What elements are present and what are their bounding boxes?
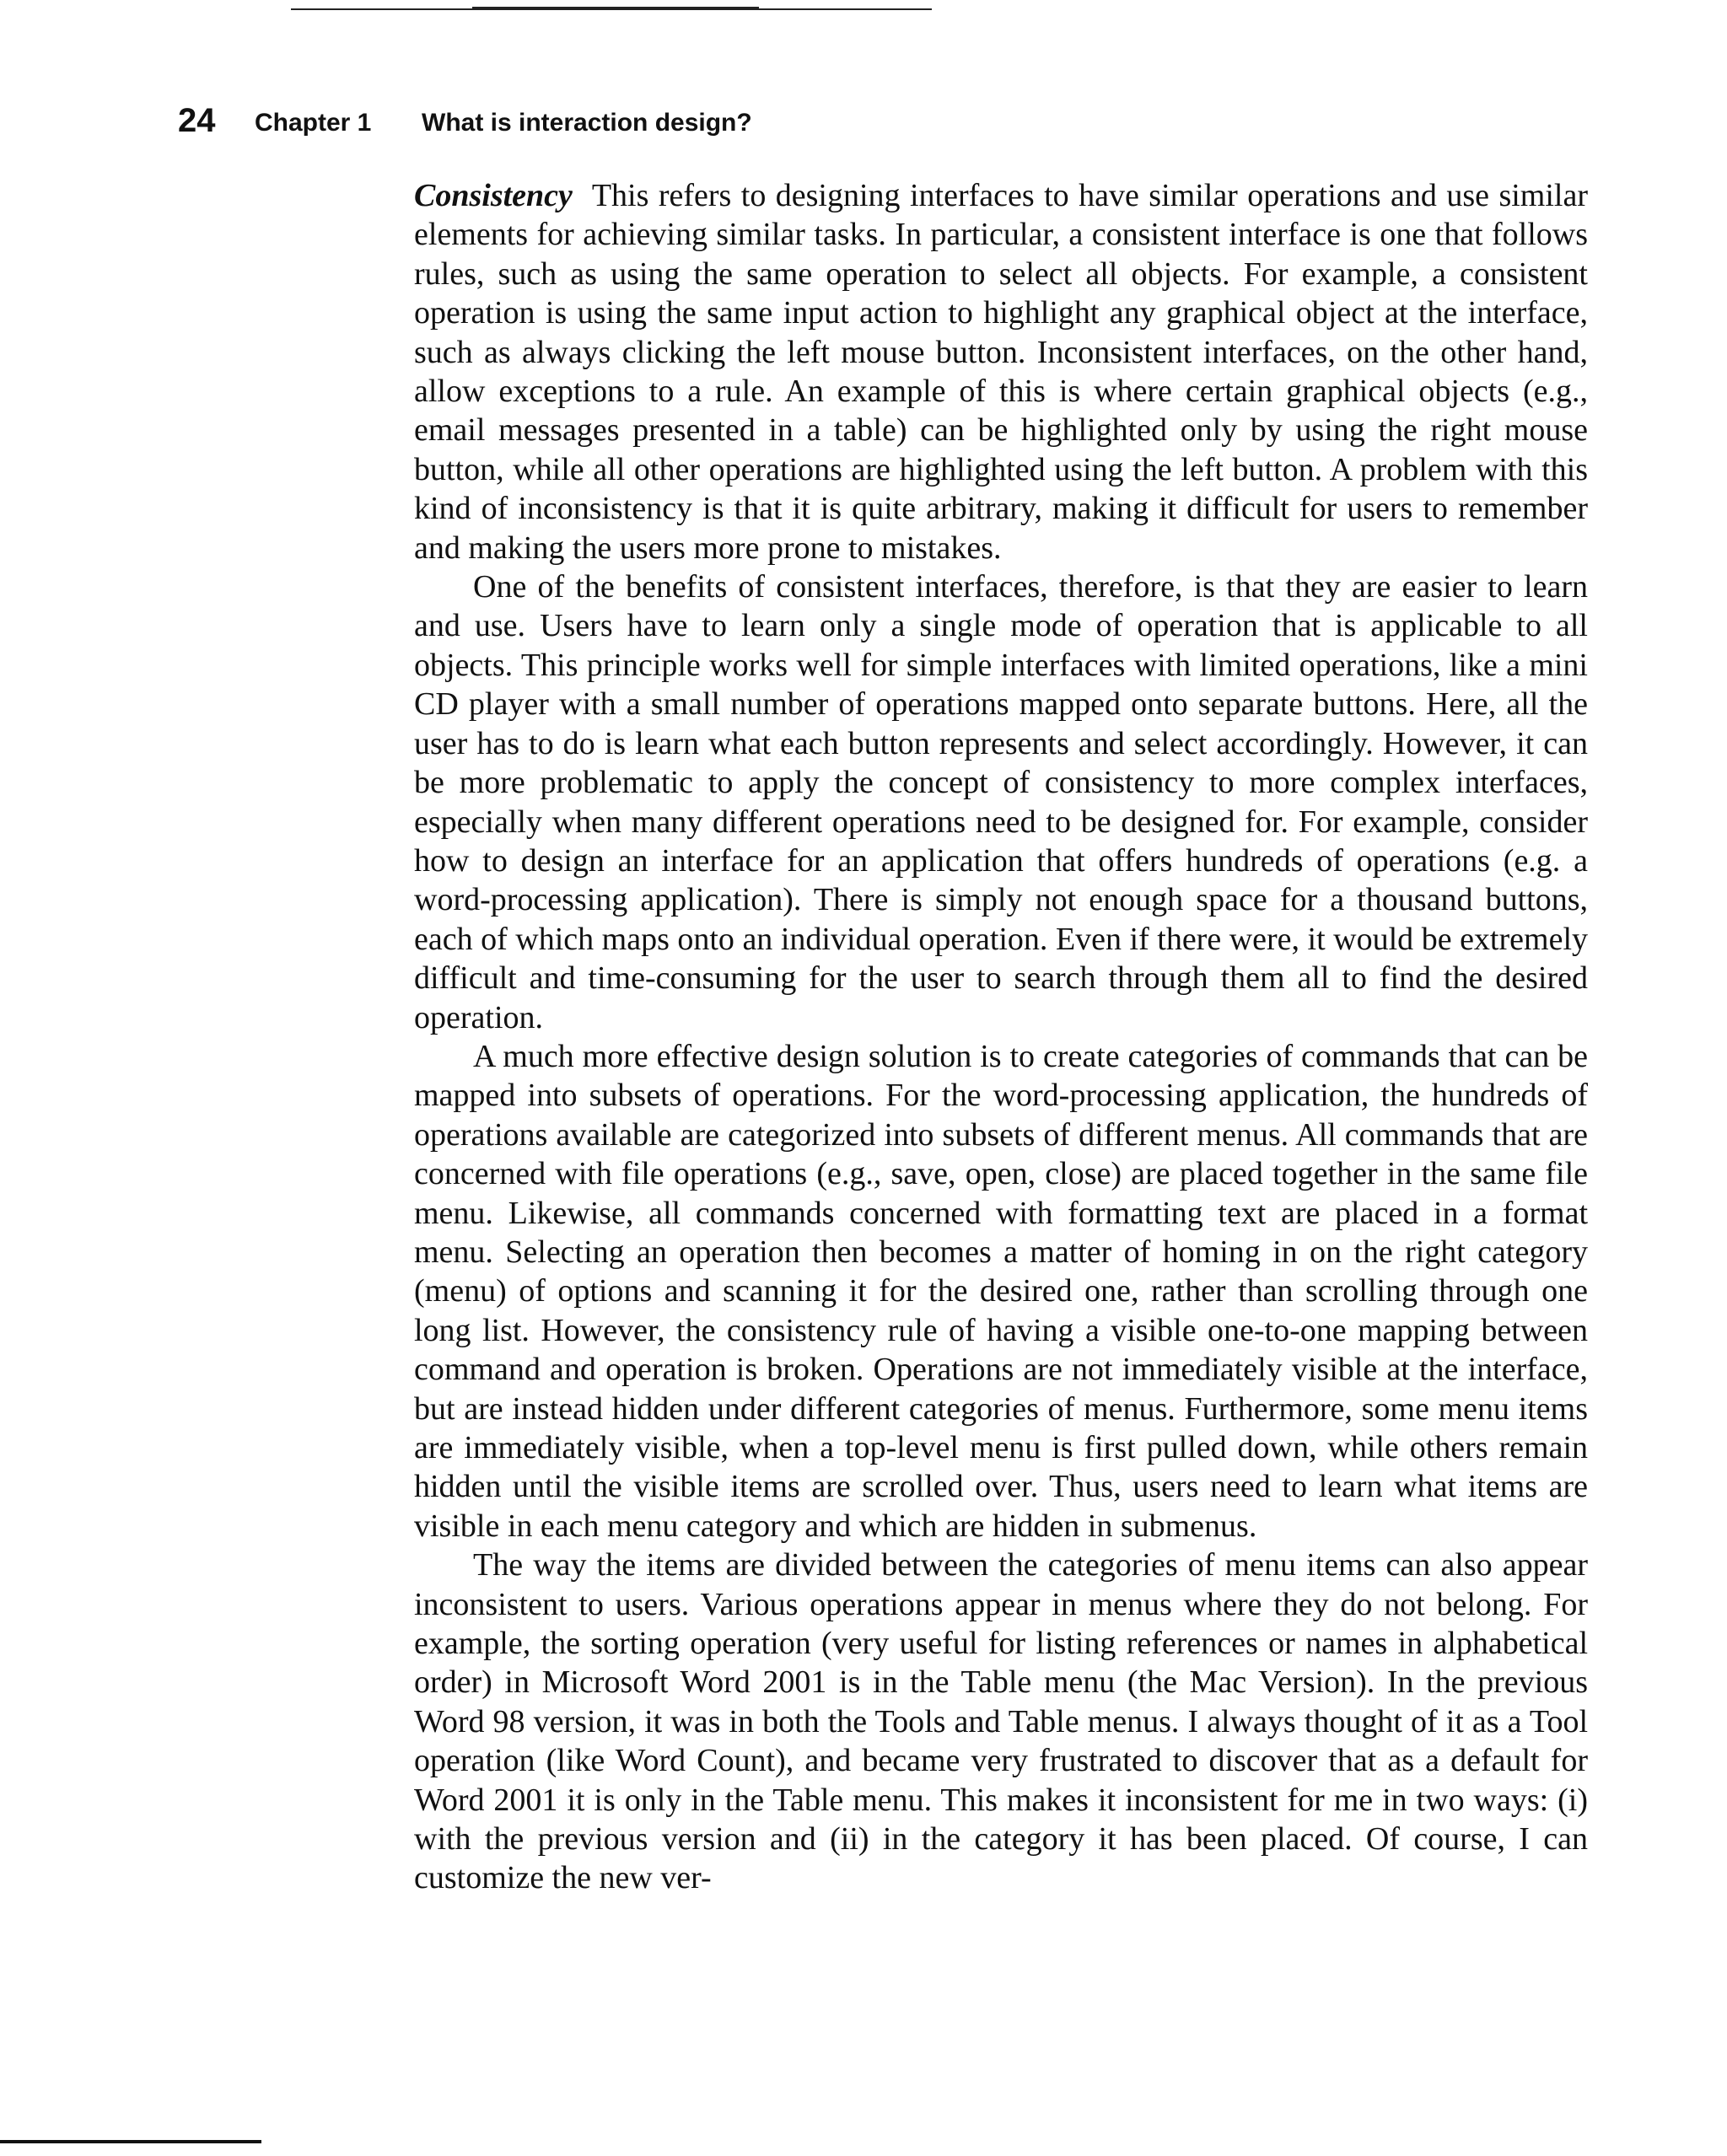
bottom-rule [0, 2140, 261, 2143]
chapter-label: Chapter 1 [255, 109, 372, 137]
top-rule-accent [472, 7, 759, 9]
body-text [414, 176, 1588, 1898]
paragraph-consistency [414, 176, 1588, 567]
page-number: 24 [178, 102, 216, 139]
paragraph-benefits: One of the benefits of consistent interfaces, therefore, is that they are easier to learn and use. Users have to learn only a single mode of operation that is applicable to all objects. This principle works well for simple interfaces with limited operations, like a mini CD player with a small number of operations mapped onto separate buttons. Here, all the user has to do is learn what each button represents and select accordingly. However, it can be more problematic to apply the concept of consistency to more complex interfaces, especially when many different operations need to be designed for. For example, consider how to design an interface for an application that offers hundreds of operations (e.g. a word-processing application). There is simply not enough space for a thousand buttons, each of which maps onto an individual operation. Even if there were, it would be extremely difficult and time-consuming for the user to search through them all to find the desired operation. [414, 569, 1588, 1035]
paragraph-menu-division: The way the items are divided between the categories of menu items can also appear inconsistent to users. Various operations appear in menus where they do not belong. For example, the sorting operation (very useful for listing references or names in alphabetical order) in Microsoft Word 2001 is in the Table menu (the Mac Version). In the previous Word 98 version, it was in both the Tools and Table menus. I always thought of it as a Tool operation (like Word Count), and became very frustrated to discover that as a default for Word 2001 it is only in the Table menu. This makes it inconsistent for me in two ways: (i) with the previous version and (ii) in the category it has been placed. Of course, I can customize the new ver- [414, 1547, 1588, 1896]
paragraph-text: This refers to designing interfaces to have similar operations and use similar elements for achieving similar tasks. In particular, a consistent interface is one that follows rules, such as using the same operation to select all objects. For example, a consistent operation is using the same input action to highlight any graphical object at the interface, such as always clicking the left mouse button. Inconsistent interfaces, on the other hand, allow exceptions to a rule. An example of this is where certain graphical objects (e.g., email messages presented in a table) can be highlighted only by using the right mouse button, while all other operations are highlighted using the left button. A problem with this kind of inconsistency is that it is quite arbitrary, making it difficult for users to remember and making the users more prone to mistakes. [414, 178, 1588, 566]
chapter-title: What is interaction design? [422, 109, 752, 137]
term-consistency: Consistency [414, 178, 573, 213]
paragraph-categories: A much more effective design solution is to create categories of commands that can be mapped into subsets of operations. For the word-processing application, the hundreds of operations available are categorized into subsets of different menus. All commands that are concerned with file operations (e.g., save, open, close) are placed together in the same file menu. Likewise, all commands concerned with formatting text are placed in a format menu. Selecting an operation then becomes a matter of homing in on the right category (menu) of options and scanning it for the desired one, rather than scrolling through one long list. However, the consistency rule of having a visible one-to-one mapping between command and operation is broken. Operations are not immediately visible at the interface, but are instead hidden under different categories of menus. Furthermore, some menu items are immediately visible, when a top-level menu is first pulled down, while others remain hidden until the visible items are scrolled over. Thus, users need to learn what items are visible in each menu category and which are hidden in submenus. [414, 1038, 1588, 1544]
